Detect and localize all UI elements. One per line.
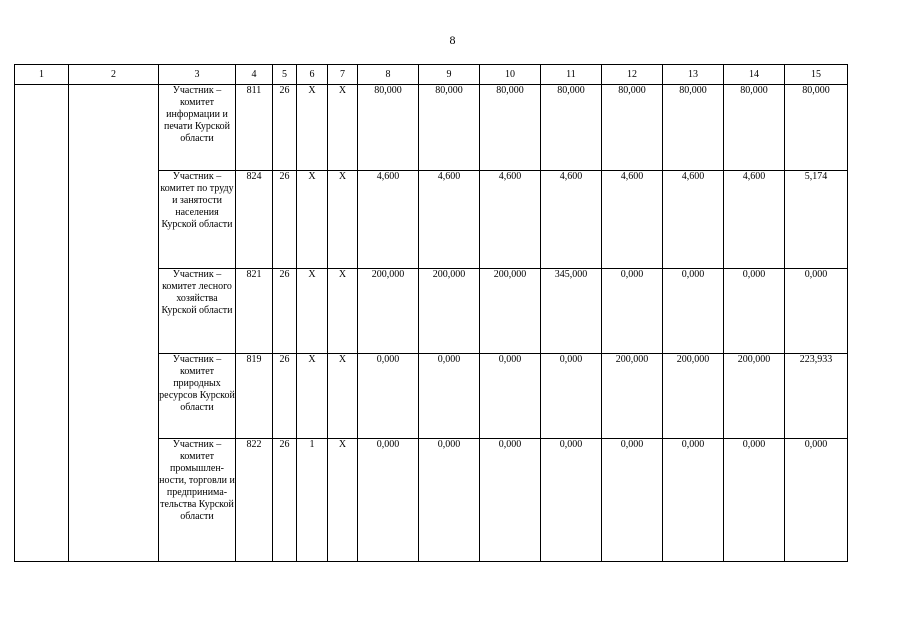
table-cell: 80,000 (480, 85, 541, 171)
table-cell: 0,000 (663, 269, 724, 354)
table-cell: 0,000 (358, 439, 419, 562)
column-header: 9 (419, 65, 480, 85)
table-cell: 0,000 (785, 439, 848, 562)
column-header: 6 (297, 65, 328, 85)
table-cell: 80,000 (358, 85, 419, 171)
table-row (15, 85, 848, 171)
column-header: 2 (69, 65, 159, 85)
table-cell: 4,600 (663, 171, 724, 269)
table-cell: Х (328, 439, 358, 562)
column-2-merged-cell (69, 85, 159, 562)
table-cell: 819 (236, 354, 273, 439)
table-cell: 0,000 (724, 439, 785, 562)
table-cell: 0,000 (541, 439, 602, 562)
table-cell: 822 (236, 439, 273, 562)
table-cell: 4,600 (724, 171, 785, 269)
column-1-merged-cell (15, 85, 69, 562)
column-header: 7 (328, 65, 358, 85)
table-cell: Х (297, 354, 328, 439)
table-cell: 824 (236, 171, 273, 269)
column-header: 4 (236, 65, 273, 85)
participant-cell: Участник – комитет природных ресурсов Курской области (159, 354, 236, 439)
table-cell: 200,000 (419, 269, 480, 354)
column-header: 15 (785, 65, 848, 85)
table-cell: 80,000 (419, 85, 480, 171)
table-cell: 80,000 (541, 85, 602, 171)
table-cell: 80,000 (724, 85, 785, 171)
table-cell: 80,000 (785, 85, 848, 171)
column-header: 10 (480, 65, 541, 85)
table-cell: 0,000 (480, 439, 541, 562)
table-cell: 0,000 (785, 269, 848, 354)
table-cell: 4,600 (419, 171, 480, 269)
table-cell: 0,000 (602, 439, 663, 562)
table-cell: Х (297, 269, 328, 354)
column-header: 11 (541, 65, 602, 85)
table-cell: 4,600 (541, 171, 602, 269)
table-cell: 821 (236, 269, 273, 354)
column-header: 14 (724, 65, 785, 85)
table-cell: 4,600 (602, 171, 663, 269)
participant-cell: Участник – комитет лесного хозяйства Курской области (159, 269, 236, 354)
table-cell: 0,000 (480, 354, 541, 439)
table-cell: 0,000 (419, 354, 480, 439)
budget-table (14, 64, 848, 562)
table-cell: Х (328, 171, 358, 269)
table-cell: 26 (273, 85, 297, 171)
table-cell: 200,000 (663, 354, 724, 439)
table-cell: 80,000 (602, 85, 663, 171)
table-cell: 0,000 (541, 354, 602, 439)
participant-cell: Участник – комитет информации и печати Курской области (159, 85, 236, 171)
table-cell: 200,000 (358, 269, 419, 354)
table-cell: 4,600 (480, 171, 541, 269)
table-cell: 4,600 (358, 171, 419, 269)
table-cell: 0,000 (724, 269, 785, 354)
table-cell: 26 (273, 171, 297, 269)
table-cell: 200,000 (724, 354, 785, 439)
table-cell: 26 (273, 354, 297, 439)
column-header: 12 (602, 65, 663, 85)
table-cell: 200,000 (480, 269, 541, 354)
table-cell: 345,000 (541, 269, 602, 354)
column-header: 3 (159, 65, 236, 85)
table-cell: Х (297, 85, 328, 171)
participant-cell: Участник – комитет промышлен-ности, торговли и предпринима-тельства Курской области (159, 439, 236, 562)
table-cell: 811 (236, 85, 273, 171)
table-cell: 1 (297, 439, 328, 562)
table-cell: 0,000 (419, 439, 480, 562)
participant-cell: Участник – комитет по труду и занятости населения Курской области (159, 171, 236, 269)
table-cell: 26 (273, 269, 297, 354)
table-header-row (15, 65, 848, 85)
table-cell: 0,000 (663, 439, 724, 562)
table-cell: Х (328, 85, 358, 171)
page-number: 8 (449, 33, 456, 47)
table-cell: 0,000 (602, 269, 663, 354)
column-header: 5 (273, 65, 297, 85)
table-cell: 223,933 (785, 354, 848, 439)
table-cell: Х (328, 269, 358, 354)
table-cell: 26 (273, 439, 297, 562)
table-cell: Х (328, 354, 358, 439)
column-header: 8 (358, 65, 419, 85)
column-header: 13 (663, 65, 724, 85)
table-cell: Х (297, 171, 328, 269)
table-cell: 80,000 (663, 85, 724, 171)
table-cell: 0,000 (358, 354, 419, 439)
table-cell: 200,000 (602, 354, 663, 439)
table-cell: 5,174 (785, 171, 848, 269)
column-header: 1 (15, 65, 69, 85)
